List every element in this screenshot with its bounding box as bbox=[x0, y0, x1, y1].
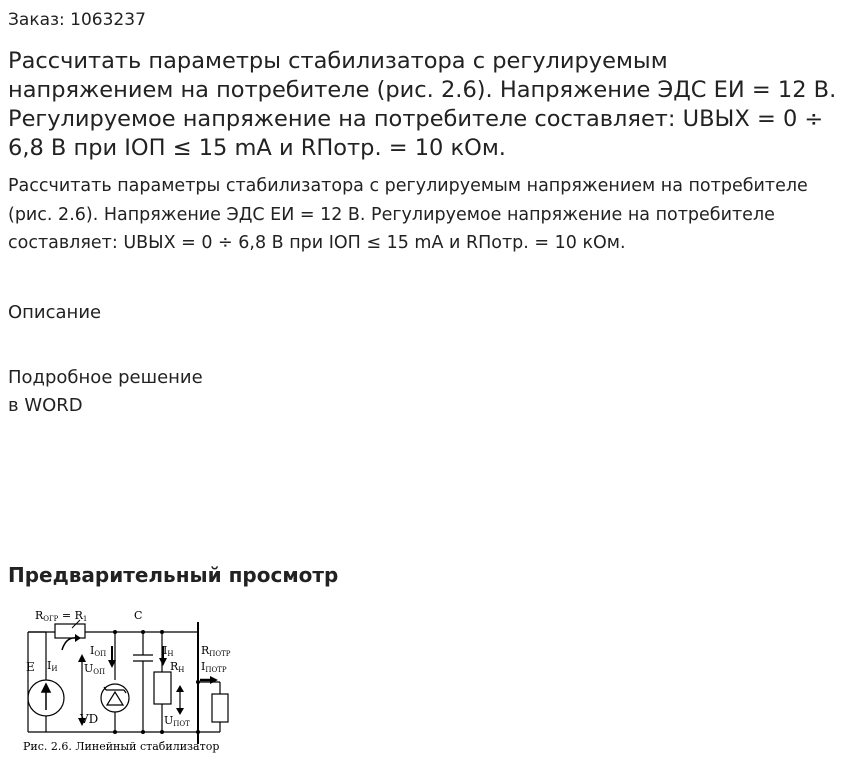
label-u-op: UОП bbox=[84, 662, 106, 676]
label-capacitor: C bbox=[134, 609, 143, 622]
load-resistor bbox=[154, 672, 171, 704]
consumer-resistor bbox=[212, 694, 228, 722]
circuit-preview-image[interactable] bbox=[20, 602, 260, 762]
figure-caption: Рис. 2.6. Линейный стабилизатор bbox=[23, 740, 220, 753]
label-i-consumer: IПОТР bbox=[201, 660, 227, 674]
label-u-load: UПОТ bbox=[164, 714, 190, 728]
description-section-label: Описание bbox=[8, 302, 102, 323]
preview-heading: Предварительный просмотр bbox=[8, 563, 339, 587]
circuit-diagram bbox=[20, 602, 260, 762]
label-i-source: IИ bbox=[47, 659, 58, 673]
label-r-load: RН bbox=[170, 660, 185, 674]
solution-line-1: Подробное решение bbox=[8, 367, 203, 388]
label-i-op: IОП bbox=[90, 644, 107, 658]
task-title: Рассчитать параметры стабилизатора с регулируемым напряжением на потребителе (рис. 2.6). Напряжение ЭДС ЕИ = 12 В. Регулируемое напряжение на потребителе составляет: UВЫХ = 0 ÷ 6,8 В при IОП ≤ 15 mA и RПотр. = 10 кОм. bbox=[8, 48, 837, 161]
label-source: E bbox=[26, 660, 35, 674]
order-number: Заказ: 1063237 bbox=[8, 10, 146, 30]
task-description: Рассчитать параметры стабилизатора с регулируемым напряжением на потребителе (рис. 2.6). Напряжение ЭДС ЕИ = 12 В. Регулируемое напряжение на потребителе составляет: UВЫХ = 0 ÷ 6,8 В при IОП ≤ 15 mA и RПотр. = 10 кОм. bbox=[8, 176, 808, 253]
r-limit-resistor bbox=[55, 624, 85, 638]
solution-line-2: в WORD bbox=[8, 395, 83, 416]
label-r-limit: RОГР = R1 bbox=[35, 609, 88, 623]
solution-info bbox=[8, 364, 203, 420]
label-i-load: IН bbox=[163, 644, 174, 658]
label-diode: VD bbox=[80, 712, 99, 726]
label-r-consumer: RПОТР bbox=[201, 644, 231, 658]
